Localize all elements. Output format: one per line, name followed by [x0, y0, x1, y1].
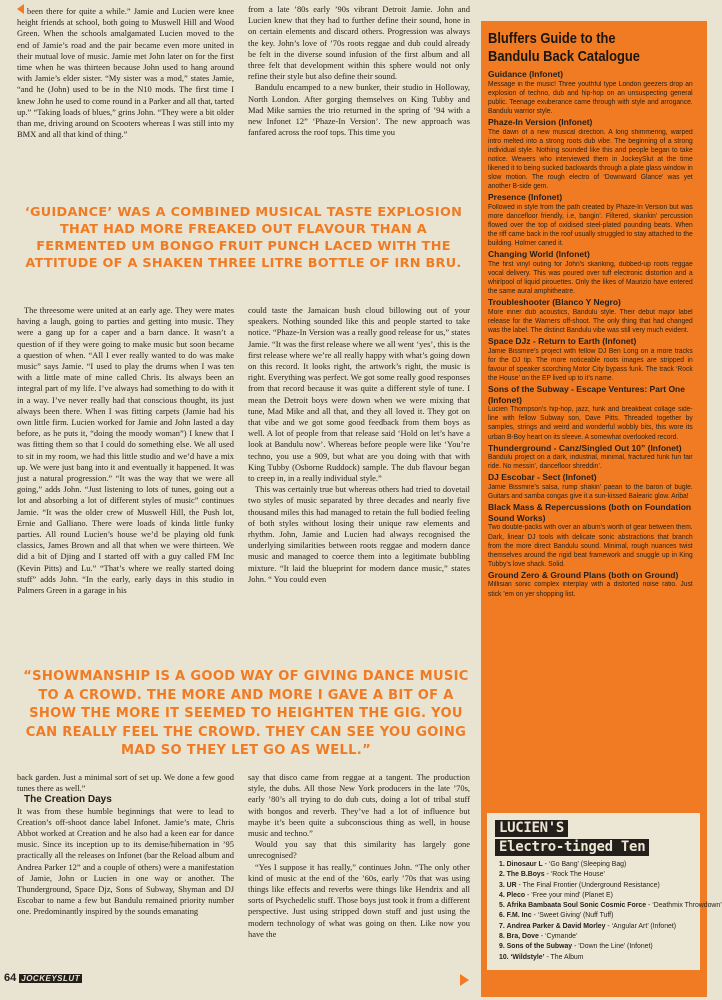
paragraph: back garden. Just a minimal sort of set up. We done a few good tunes there as well.” [17, 772, 234, 794]
sidebar-title-line: Bandulu Back Catalogue [488, 47, 640, 65]
catalogue-entry [488, 472, 699, 501]
top-ten-title: LUCIEN'S [495, 820, 568, 837]
top-ten-artist: Pleco [506, 891, 526, 899]
top-ten-title: - ‘Cymande’ [540, 933, 578, 941]
catalogue-entry [488, 297, 699, 335]
middle-column-2 [248, 305, 470, 585]
catalogue-entry-description: Two double-packs with over an album’s worth of gear between them. Dark, linear DJ tools with delicate sonic abstractions that branch from the more direct Bandulu sound. Minimal, rough nuances twist themselves around the rigid beat framework and snuggle up in King Tubby’s love shack. Solid. [488, 524, 693, 568]
catalogue-entry [488, 570, 699, 599]
top-ten-list [499, 860, 722, 963]
paragraph: could taste the Jamaican bush cloud billowing out of your speakers. Nothing sounded like this and people started to take notice. “Phaze-In Version was a really good release for us,” states Jamie. “It was the first release where we all went ‘yes’, this is the first release where we’re all really happy with what’s going down on this record. It looks right, the artwork’s right, the music is right. Everything was perfect. We got some really good responses from that record because it was quite a different style of tune. I mean the Detroit boys were down when we were mixing that tune, Mad Mike and all that, and they all loved it. They got on that vibe and we got some good feedback from them boys as well. A lot of people from that release said ‘Hold on let’s have a look at Bandulu now’. Whereas before people were like ‘You’re techno, you use a 909, but what are you doing with that with King Tubby (Osborne Ruddock) sample. The dub flavour began to creep in, in a really individual style.” [248, 305, 470, 484]
top-ten-artist: Andrea Parker & David Morley [506, 922, 606, 930]
catalogue-entry [488, 192, 699, 248]
top-ten-artist: F.M. Inc [506, 912, 532, 920]
top-ten-number: 8. [499, 933, 505, 941]
continue-arrow-icon [460, 974, 469, 986]
pull-quote: “SHOWMANSHIP IS A GOOD WAY OF GIVING DANCE MUSIC TO A CROWD. THE MORE AND MORE I GAVE A BIT OF A SHOW THE MORE IT SEEMED TO HEIGHTEN THE GIG. YOU CAN REALLY FEEL THE CROWD. THEY CAN SEE YOU GOING MAD SO THEY LET GO AS WELL.” [23, 669, 469, 759]
top-ten-item [499, 891, 700, 901]
paragraph: Bandulu encamped to a new bunker, their studio in Holloway, North London. After gorging themselves on King Tubby and Mad Mike sarnies the trio returned in the spring of ’94 with a new Infonet 12” ‘Phaze-In Version’. The new approach was fanfared across the roof tops. This time you [248, 82, 470, 138]
paragraph: “Yes I suppose it has really,” continues John. “The only other kind of music at the end of the ’60s, early ’70s that was using things like effects and reverbs were things like Hendrix and all sorts of Psychedelic stuff. Those boys just took it from a different perspective. Just using stripped down stuff and just using the modern technology of what was going on then. Like now you have the [248, 861, 470, 939]
paragraph: This was certainly true but whereas others had tried to dovetail two styles of music separated by three decades and nearly five thousand miles this had managed to retain the full bodied feeling of both styles without losing their unique raw elements and rhythm. John, Jamie and Lucien had always recognised the underlying similarities between roots reggae and modern dance music and managed to coerce them into a legitimate bubbling mixture. “It laid the blueprint for modern dance music,” states John. “ You could even [248, 484, 470, 584]
catalogue-entry [488, 443, 699, 472]
catalogue-entry-title: Ground Zero & Ground Plans (both on Ground) [488, 569, 679, 580]
bottom-column-2 [248, 772, 470, 940]
top-ten-item [499, 870, 700, 880]
top-ten-item [499, 922, 700, 932]
catalogue-entry-title: Presence (Infonet) [488, 192, 563, 203]
top-ten-artist: Bra, Dove [506, 933, 539, 941]
middle-column-1 [17, 305, 234, 596]
top-ten-artist: Afrika Bambaata Soul Sonic Cosmic Force [506, 902, 647, 910]
catalogue-entry-title: Guidance (Infonet) [488, 69, 564, 79]
top-ten-title: - ‘Rock The House’ [546, 871, 605, 879]
catalogue-entry-description: The first vinyl outing for John’s skanking, dubbed-up roots reggae vocal delivery. This was poured over tuff electronic distortion and a whirlpool of liquid pirouettes. Only the likes of Maurizio have entered the same aural amphitheatre. [488, 260, 693, 296]
catalogue-entry [488, 336, 699, 383]
section-heading: The Creation Days [24, 794, 112, 806]
top-column-2 [248, 4, 470, 138]
catalogue-entry [488, 69, 699, 116]
pull-quote: ‘GUIDANCE’ WAS A COMBINED MUSICAL TASTE EXPLOSION THAT HAD MORE FREAKED OUT FLAVOUR THAN A FERMENTED UM BONGO FRUIT PUNCH LACED WITH THE ATTITUDE OF A SHAKEN THREE LITRE BOTTLE OF IRN BRU. [24, 205, 463, 271]
top-ten-title: - ‘Down the Line’ (Infonet) [574, 943, 653, 951]
top-ten-title: - ‘Deathmix Throwdown’ [647, 902, 722, 910]
paragraph: say that disco came from reggae at a tangent. The production style, the dubs. All those New York producers in the late ’70s, early ’80’s all trying to do dub cuts, doing a lot of tribal stuff with bongos and reverb. They’ve had a lot of influence but maybe it’s been quite a subconscious thing as well, in house music and techno.” [248, 772, 470, 839]
top-ten-title: - The Album [546, 953, 584, 961]
catalogue-entry [488, 384, 699, 442]
top-ten-title: - ‘Go Bang’ (Sleeping Bag) [544, 861, 627, 868]
page-footer [4, 972, 82, 984]
top-ten-title: - ‘Sweet Giving’ (Nuff Tuff) [533, 912, 614, 920]
top-ten-title: - The Final Frontier (Underground Resistance) [518, 881, 660, 889]
top-ten-artist: The B.Boys [506, 871, 545, 879]
catalogue-entry-title: DJ Escobar - Sect (Infonet) [488, 472, 597, 483]
top-ten-number: 4. [499, 891, 505, 899]
catalogue-entry-title: Sons of the Subway - Escape Ventures: Part One (Infonet) [488, 384, 685, 405]
top-ten-title: - ‘Free your mind’ (Planet E) [526, 891, 613, 899]
top-ten-item [499, 901, 722, 911]
catalogue-entry [488, 117, 699, 191]
sidebar-catalogue [484, 24, 699, 599]
catalogue-entry-description: More inner dub acoustics, Bandulu style. Their debut major label release for the Warners off-shoot. The only thing that had changed was the label. The distinct Bandulu vibe was still very much evident. [488, 308, 693, 335]
paragraph: It was from these humble beginnings that were to lead to Creation’s off-shoot dance label Infonet. Jamie’s mate, Chris Abbot worked at Creation and he also had a keen ear for dance music. Since its inception up to its demise/hibernation in ’95 practically all the releases on Infonet (bar the Reload album and Andrea Parker 12” and a couple of others) were a manifestation of Jamie, John or Lucien in one way or another. The Thunderground, Space Djz, Sons of Subway, Shyman and DJ Escobar to name a few but Bandulu remained priority number one. Predominantly inspired by the sounds emanating [17, 805, 234, 917]
top-ten-number: 9. [499, 943, 505, 951]
catalogue-entry-title: Space DJz - Return to Earth (Infonet) [488, 336, 637, 347]
paragraph: Would you say that this similarity has largely gone unrecognised? [248, 839, 470, 861]
catalogue-entry-title: Black Mass & Repercussions (both on Foundation Sound Works) [488, 502, 692, 523]
catalogue-entry-title: Thunderground - Canz/Singled Out 10” (Infonet) [488, 442, 682, 453]
catalogue-entry-description: Followed in style from the path created by Phaze-In Version but was more dancefloor friendly, i.e, bangin’. Filtered, skankin’ percussion flowed over the top of oxidised steel-plated pounding beats. When the riff came back in the roof usually struggled to stay attached to the building. Holmer caned it. [488, 203, 693, 248]
catalogue-entry-description: Lucien Thompson’s hip-hop, jazz, funk and breakbeat collage side-line with fellow Subway son, Dave Pitts. Threaded together by samples, strings and weird and wonderful wobbly bits, this wore its urban B-Boy heart on its sleeve. A somewhat overlooked record. [488, 406, 693, 441]
sidebar-title-line: Bluffers Guide to the [488, 30, 616, 47]
catalogue-entry-description: Bandulu project on a dark, industrial, minimal, fractured funk fun fair ride. No messin’, dancefloor shreddin’. [488, 454, 693, 471]
catalogue-entry-description: The dawn of a new musical direction. A long shimmering, warped intro melted into a strong roots dub vibe. The beginning of a strong individual style. Nothing sounded like this and people began to take notice. Wewers who interviewed them in JockeySlut at the time likened it to being sucked backwards through a plate glass window in slow motion. The rough electro of ‘Downward Glance’ was yet another B-side gem. [488, 128, 693, 191]
top-ten-number: 6. [499, 912, 505, 920]
top-ten-title: Electro-tinged Ten [495, 839, 649, 856]
top-ten-artist: Dinosaur L [506, 861, 543, 868]
top-ten-item [499, 953, 700, 963]
catalogue-entry [488, 249, 699, 296]
top-ten-number: 5. [499, 902, 505, 910]
catalogue-entry-description: Message in the music! Three youthful type London geezers drop an explosion of techno, dub and hip-hop on an unsuspecting general public. Teenage exuberance came through with style and arrogance. Bandulu warrior style. [488, 80, 693, 115]
top-ten-number: 3. [499, 881, 505, 889]
catalogue-list [484, 69, 699, 599]
top-ten-number: 2. [499, 871, 505, 879]
top-ten-title: - ‘Angular Art’ (Infonet) [607, 922, 677, 930]
sidebar-title [488, 30, 669, 65]
catalogue-entry [488, 502, 699, 569]
top-ten-artist: Sons of the Subway [506, 943, 573, 951]
catalogue-entry-title: Phaze-In Version (Infonet) [488, 116, 593, 127]
paragraph: from a late ’80s early ’90s vibrant Detroit Jamie. John and Lucien knew that they had to further define their sound, hone in on certain elements and discard others. Progression was always the key. John’s love of ’70s roots reggae and dub could already be felt in the diverse sound infusion of the first album and all three felt that development within this sphere would not only refine their style but also define their sound. [248, 4, 470, 82]
top-ten-item [499, 942, 700, 952]
top-column-1 [17, 4, 234, 140]
magazine-logo: JOCKEYSLUT [21, 974, 81, 983]
top-ten-item [499, 911, 700, 921]
catalogue-entry-title: Troubleshooter (Blanco Y Negro) [488, 297, 621, 308]
top-ten-number: 7. [499, 922, 505, 930]
top-ten-number: 10. [499, 953, 509, 961]
top-ten-item [499, 881, 700, 891]
catalogue-entry-description: Jamie Bissmire’s project with fellow DJ Ben Long on a more tracks for the DJ tip. The more noticeable roots images are stripped in favour of speaker scorching Motor City bypass funk. The track ‘Rock the House’ on the EP lived up to it’s name. [488, 347, 693, 382]
catalogue-entry-title: Changing World (Infonet) [488, 249, 590, 260]
catalogue-entry-description: Jamie Bissmire’s salsa, rump shakin’ paean to the baron of bugle. Guitars and samba congas give it a sun-kissed Balearic glow. Ariba! [488, 484, 693, 501]
page-number: 64 [4, 972, 17, 984]
top-ten-artist: ‘Wildstyle’ [510, 953, 545, 961]
bottom-column-1 [17, 772, 234, 918]
top-ten-item [499, 860, 700, 870]
top-ten-box [487, 813, 722, 970]
continue-arrow-icon [17, 4, 24, 14]
top-ten-item [499, 932, 700, 942]
top-ten-number: 1. [499, 861, 505, 868]
catalogue-entry-description: Millisian sonic complex interplay with a distorted noise ratio. Just stick ’em on yer shopping list. [488, 581, 693, 598]
paragraph: been there for quite a while.” Jamie and Lucien were knee height friends at school, both going to Muswell Hill and Wood Green. When the schools amalgamated Lucien moved to the end of Jamie’s road and the pair became even more united in their mutual love of music. Jamie met John later on for the first time when he was thirteen because John used to hang around with Jamie’s elder sister. “My sister was a mod,” states Jamie, “and he (John) used to be in the N10 mods. The first time I knew John he used to come round in a Parker and all that, tarted up.” “Taking loads of blues,” grins John. “They were a bit older than me, driving around on Scooters whereas I was still into my BMX and all that kind of thing.” [17, 6, 234, 140]
top-ten-artist: UR [506, 881, 517, 889]
paragraph: The threesome were united at an early age. They were mates having a laugh, going to parties and getting into music. They were a gang up for a caper and a barn dance. It wasn’t a question of if they were going to make music but soon became a question of when. “All I ever really wanted to do was make music” says Jamie. “I used to play the drums when I was ten with a little mate of mine called Chris. Its always been an integral part of my life. I’ve always had something to do with it in a way. I’ve never really had that conscious thought, its just always been there. When I was fitting carpets (Jamie had his own little firm. Lucien worked for Jamie and John lasted a day before, as he puts it, “doing the moody woman”) I knew that I was fitting them so that I could do something else. We all used to sit in my room, we had this little studio and we’d have a mix up. We were just bang into it and eventually it happened. It was just a natural progression.” “It was the way that we were all going,” adds John. “Just listening to lots of tunes, going out a lot and absorbing a lot of different styles of music” continues Jamie. “It was the older crew of Muswell Hill, the Push lot, Ernie and Galliano. There were loads of kinda little funky parties. All round Lucien’s house we’d be playing old funk classics, James Brown and all that when we were thirteen. We did a bit of Djing and I started off with a guy called FM Inc (Kevin Pitts) and Lu.” “That’s where we really started doing stuff” adds John. “In the early, early days in this studio in Palmers Green in a garage in his [17, 305, 234, 596]
